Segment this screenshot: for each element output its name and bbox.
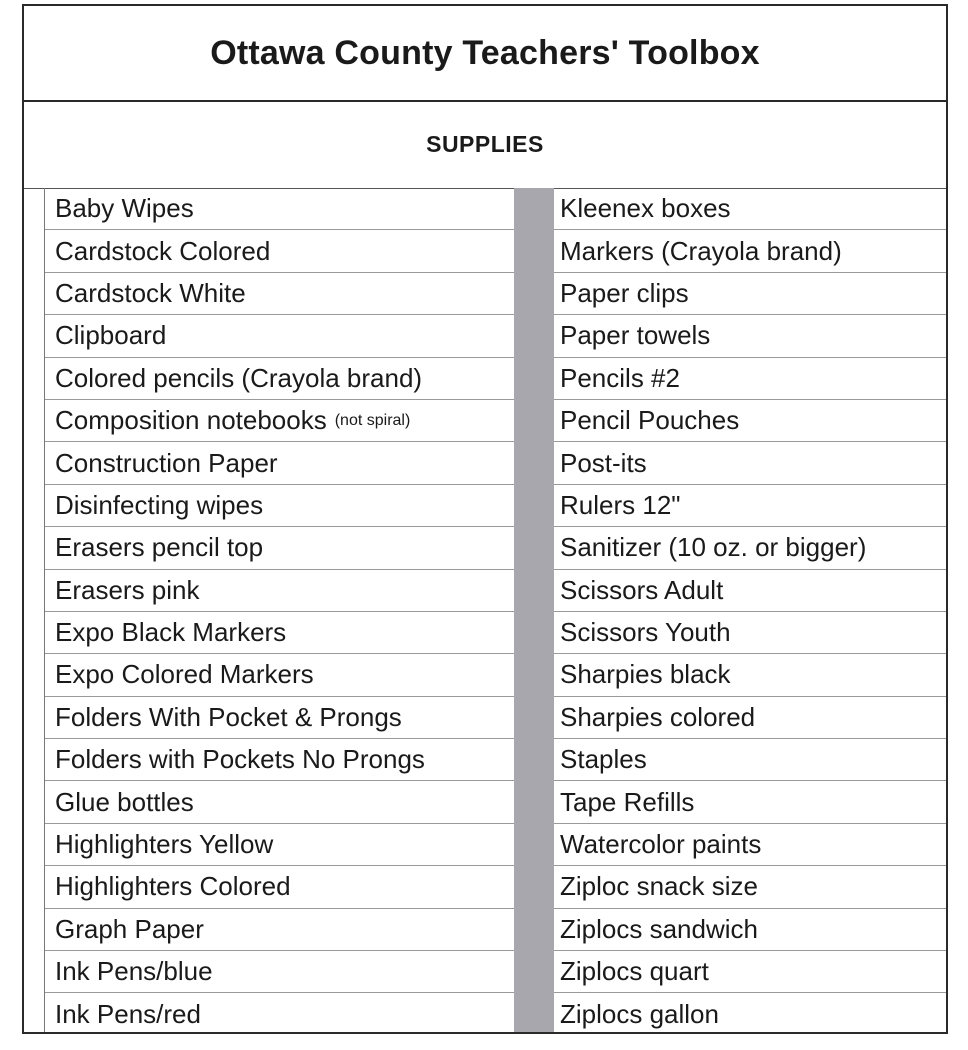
supply-item-label: Post-its [560,447,647,478]
supply-item-label: Erasers pencil top [55,532,264,563]
supply-item-label: Colored pencils (Crayola brand) [55,362,423,393]
supply-item [45,781,515,823]
supply-item [45,612,515,654]
supply-item [45,442,515,484]
supply-item [554,527,946,569]
supply-item [45,315,515,357]
right-supply-column [554,188,946,1032]
supply-item-label: Paper clips [560,277,689,308]
supply-item-label: Glue bottles [55,786,194,817]
supply-item [554,442,946,484]
supply-item-label: Disinfecting wipes [55,489,264,520]
supply-item-label: Composition notebooks [55,405,327,436]
supply-item-label: Watercolor paints [560,829,762,860]
supply-item [554,739,946,781]
title-box [24,6,946,102]
supply-item-label: Pencil Pouches [560,405,740,436]
column-divider [514,188,554,1032]
supply-item-label: Scissors Adult [560,574,724,605]
supply-item [45,739,515,781]
supply-item-label: Expo Colored Markers [55,659,314,690]
supply-item [554,824,946,866]
supply-item-label: Sanitizer (10 oz. or bigger) [560,532,867,563]
supply-item-label: Ziplocs sandwich [560,913,758,944]
supply-item-label: Cardstock Colored [55,235,271,266]
supply-item-label: Clipboard [55,320,167,351]
supply-item [554,188,946,230]
supply-item [554,909,946,951]
supply-item [45,951,515,993]
supply-item [554,951,946,993]
supply-item-label: Sharpies colored [560,701,756,732]
supply-item [554,570,946,612]
supply-item-label: Ziplocs gallon [560,999,719,1030]
supply-item-label: Highlighters Colored [55,871,291,902]
supply-item-label: Baby Wipes [55,193,194,224]
supply-item [554,273,946,315]
supply-item [45,485,515,527]
supply-item [45,358,515,400]
supply-item [45,527,515,569]
supply-item-label: Folders With Pocket & Prongs [55,701,402,732]
supply-item [554,230,946,272]
supply-item-label: Highlighters Yellow [55,829,274,860]
supply-item [554,866,946,908]
supply-item [554,781,946,823]
supply-item-label: Ink Pens/red [55,999,201,1030]
supply-item-label: Ink Pens/blue [55,956,213,987]
document-title: Ottawa County Teachers' Toolbox [210,33,760,72]
supply-item-label: Cardstock White [55,277,246,308]
supply-item-label: Ziploc snack size [560,871,758,902]
supply-item [554,654,946,696]
supply-item-label: Folders with Pockets No Prongs [55,744,425,775]
supply-item [554,697,946,739]
supply-item [45,866,515,908]
supply-item [554,485,946,527]
supply-item-label: Expo Black Markers [55,617,287,648]
section-heading-box [24,100,946,189]
left-supply-column [44,188,515,1032]
supply-item [45,824,515,866]
supply-item-label: Tape Refills [560,786,695,817]
supply-item-label: Paper towels [560,320,711,351]
supply-item [554,612,946,654]
supply-item-label: Graph Paper [55,913,204,944]
supply-item [45,188,515,230]
supply-item-label: Pencils #2 [560,362,680,393]
supply-item [554,993,946,1035]
supply-item [554,400,946,442]
supply-item [45,570,515,612]
supply-item [45,697,515,739]
supply-item-label: Markers (Crayola brand) [560,235,842,266]
supply-item-note: (not spiral) [334,411,411,429]
supply-item-label: Ziplocs quart [560,956,709,987]
supply-item [45,909,515,951]
supply-item [45,230,515,272]
supply-list-area [24,188,946,1032]
supply-item [554,315,946,357]
supply-item-label: Construction Paper [55,447,278,478]
supply-list-sheet [22,4,948,1034]
supply-item [45,400,515,442]
supply-item [45,993,515,1035]
supply-item-label: Scissors Youth [560,617,731,648]
supply-item-label: Rulers 12" [560,489,681,520]
supply-item-label: Sharpies black [560,659,731,690]
section-heading: SUPPLIES [426,130,544,157]
supply-item [45,273,515,315]
supply-item-label: Staples [560,744,647,775]
supply-item-label: Kleenex boxes [560,193,731,224]
supply-item-label: Erasers pink [55,574,200,605]
supply-item [554,358,946,400]
supply-item [45,654,515,696]
